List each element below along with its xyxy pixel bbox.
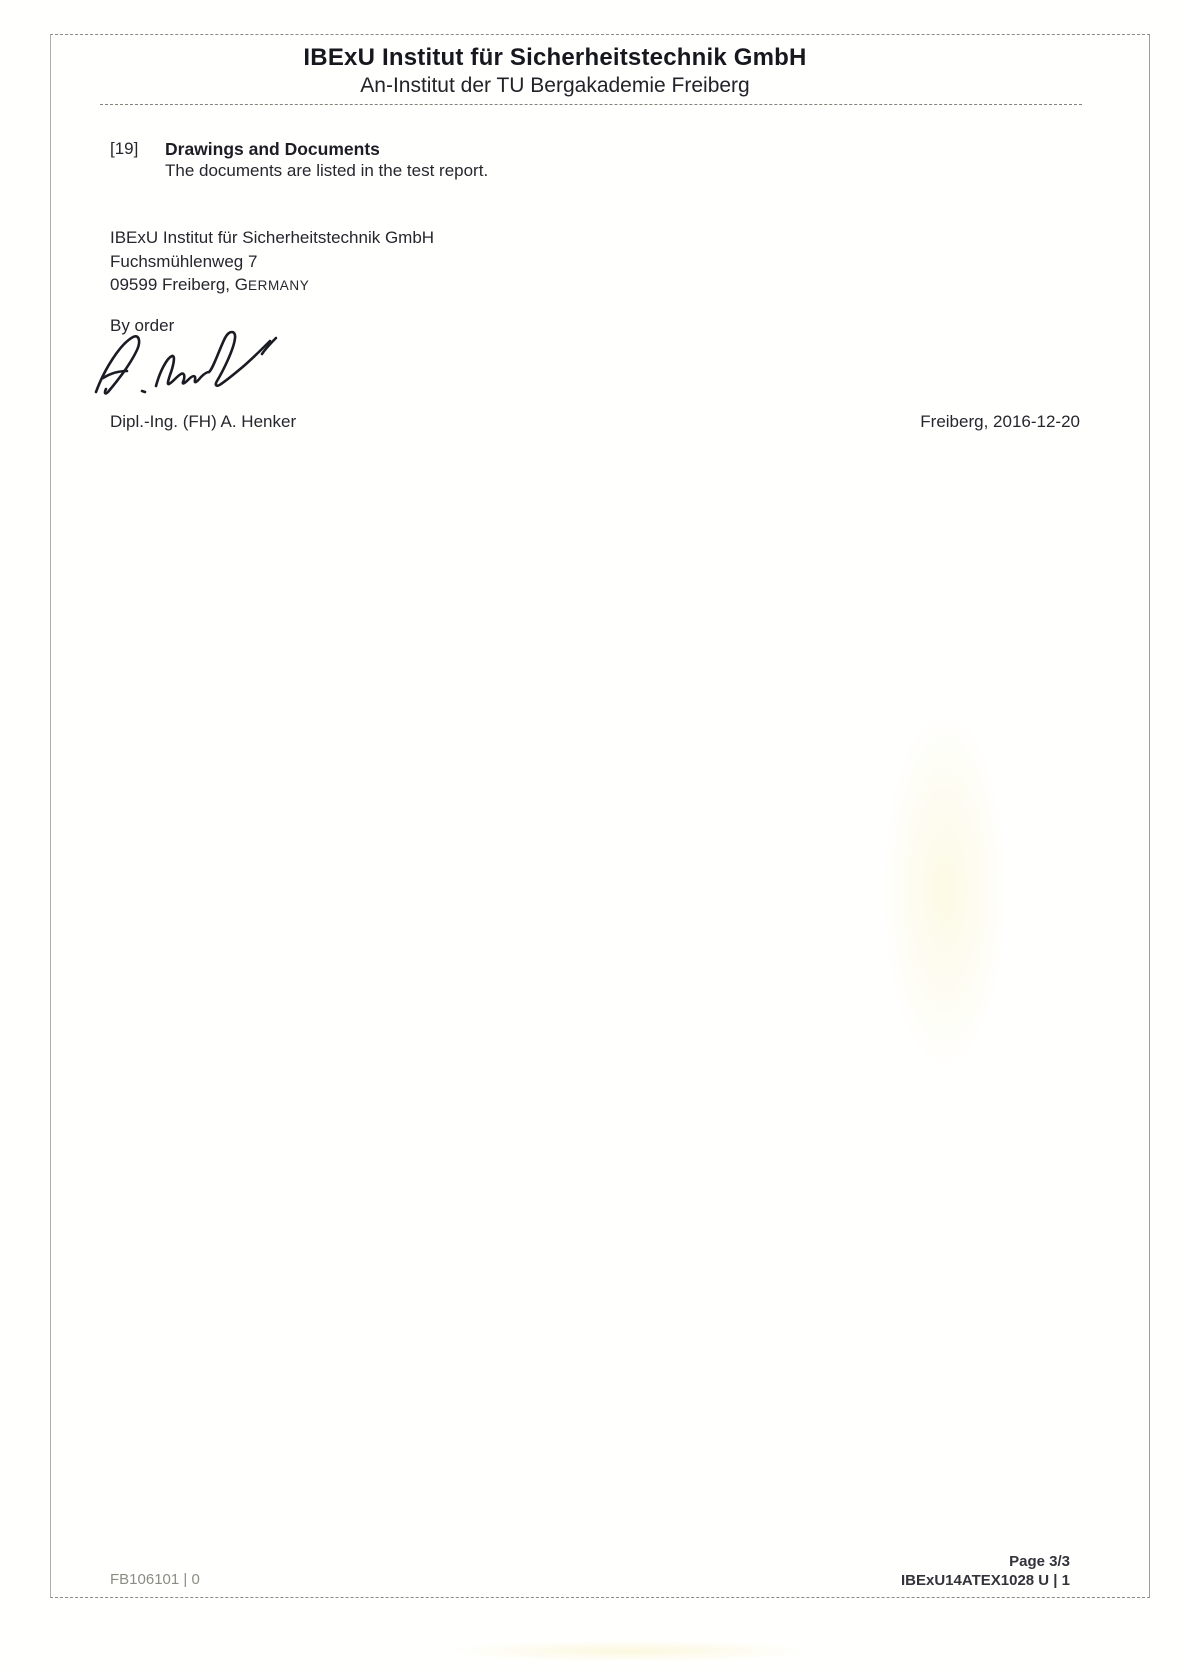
scan-artifact-bottom	[440, 1640, 820, 1662]
certificate-reference: IBExU14ATEX1028 U | 1	[901, 1572, 1070, 1589]
issuer-address-block	[110, 226, 434, 298]
section-number: [19]	[110, 139, 139, 158]
letterhead-divider	[100, 104, 1082, 105]
address-country-initial: G	[234, 275, 248, 294]
signatory-name: Dipl.-Ing. (FH) A. Henker	[110, 412, 297, 431]
letterhead-subtitle: An-Institut der TU Bergakademie Freiberg	[360, 74, 750, 97]
address-line-city	[110, 273, 434, 298]
letterhead-title: IBExU Institut für Sicherheitstechnik GmbH	[303, 44, 807, 71]
address-line-street: Fuchsmühlenweg 7	[110, 251, 258, 271]
section-body-text: The documents are listed in the test report.	[165, 161, 489, 180]
form-number: FB106101 | 0	[110, 1571, 200, 1588]
place-and-date: Freiberg, 2016-12-20	[920, 412, 1080, 431]
page-indicator: Page 3/3	[1009, 1553, 1070, 1570]
address-country-rest: ERMANY	[247, 278, 310, 293]
by-order-label: By order	[110, 316, 175, 335]
section-heading: Drawings and Documents	[165, 139, 380, 159]
address-city-text: 09599 Freiberg,	[110, 275, 235, 294]
address-line-institute: IBExU Institut für Sicherheitstechnik GmbH	[110, 228, 435, 247]
signature-a-henker	[92, 326, 306, 408]
